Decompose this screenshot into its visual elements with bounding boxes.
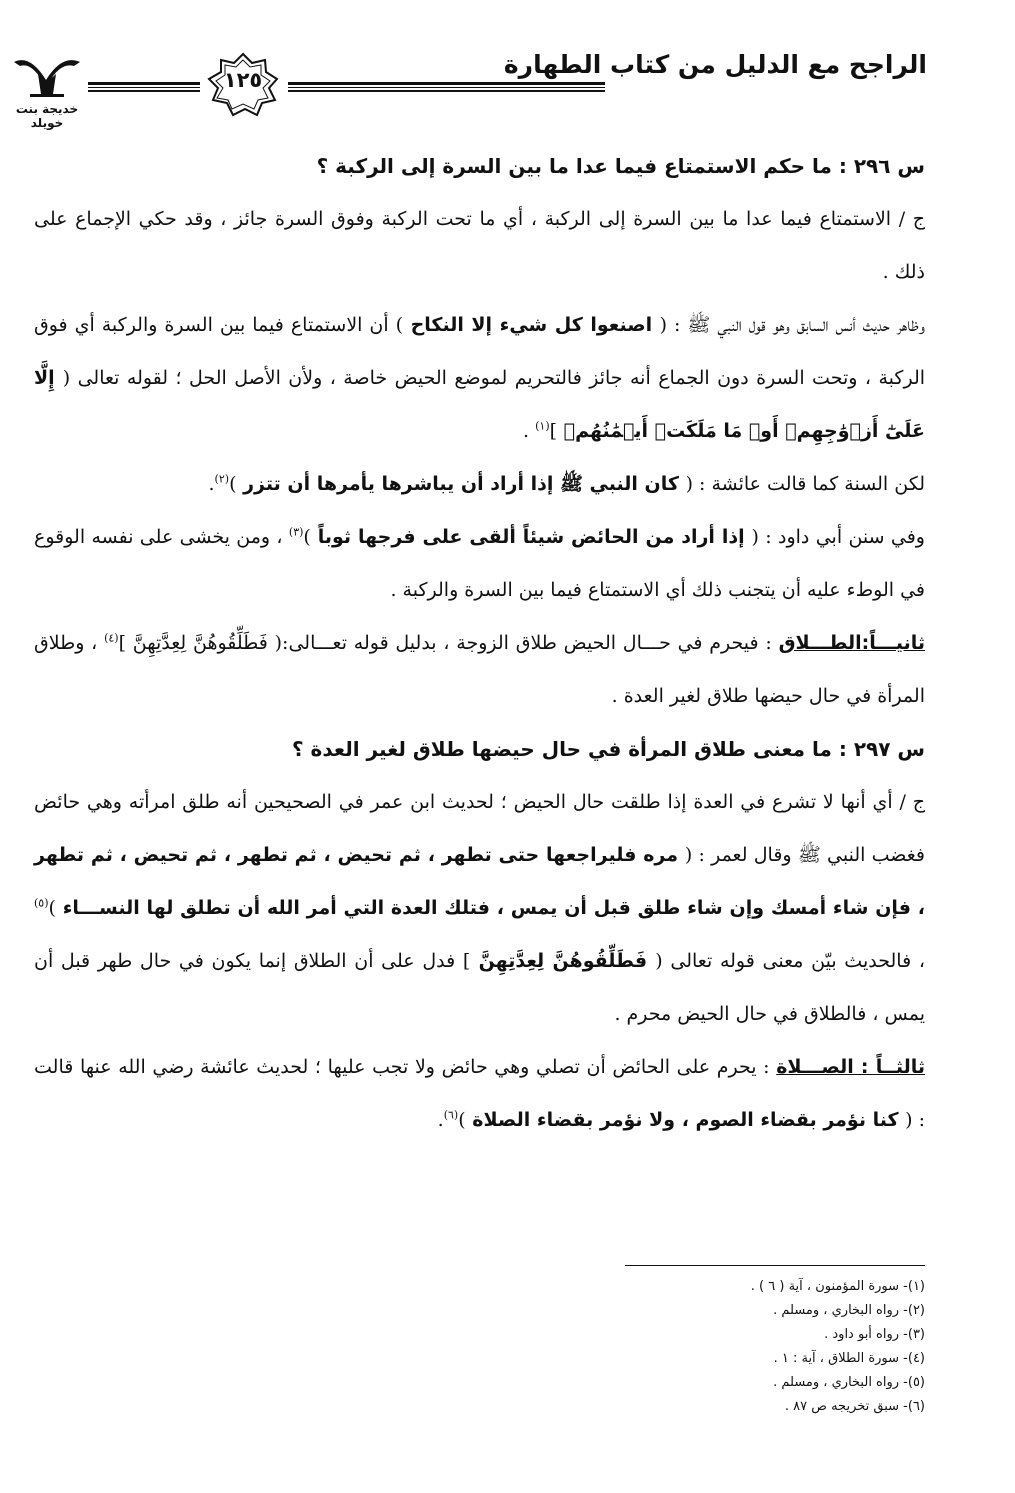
header-rule-right: [288, 82, 605, 92]
quran-quote: إِلَّا عَلَىٰٓ أَزۡوَٰجِهِمۡ أَوۡ مَا مَلَكَتۡ أَيۡمَٰنُهُمۡ: [34, 367, 925, 442]
open-book-logo-icon: [8, 50, 86, 102]
page-number-badge: [205, 52, 281, 118]
question-297: س ٢٩٧ : ما معنى طلاق المرأة في حال حيضها طلاق لغير العدة ؟: [291, 737, 925, 761]
footnote-item: (٢)- رواه البخاري ، ومسلم .: [773, 1303, 925, 1318]
quran-quote: فَطَلِّقُوهُنَّ لِعِدَّتِهِنَّ: [126, 632, 275, 654]
hadith-quote: إذا أراد من الحائض شيئاً ألقى على فرجها ثوباً: [310, 526, 752, 548]
hadith-quote: مره فليراجعها حتى تطهر ، ثم تحيض ، ثم تطهر ، ثم تحيض ، ثم تطهر ، فإن شاء أمسك وإن شاء طلق قبل أن يمس ، فتلك العدة التي أمر الله أن تطلق لها النســـاء: [34, 844, 925, 919]
section-label-divorce: ثانيـــاً:الطـــلاق: [778, 632, 925, 654]
answer-297: ج / أي أنها لا تشرع في العدة إذا طلقت حال الحيض ؛ لحديث ابن عمر في الصحيحين أنه طلق امرأته وهي حائض فغضب النبي ﷺ وقال لعمر : ( مره فليراجعها حتى تطهر ، ثم تحيض ، ثم تطهر ، ثم تحيض ، ثم تطهر ، فإن شاء أمسك وإن شاء طلق قبل أن يمس ، فتلك العدة التي أمر الله أن تطلق لها النســـاء )$^{(٥)}$ ، فالحديث بيّن معنى قوله تعالى ( فَطَلِّقُوهُنَّ لِعِدَّتِهِنَّ ] فدل على أن الطلاق إنما يكون في حال طهر قبل أن يمس ، فالطلاق في حال الحيض محرم .: [34, 791, 926, 1025]
page-header: [0, 22, 1015, 130]
footnote-item: (١)- سورة المؤمنون ، آية ( ٦ ) .: [750, 1279, 925, 1294]
logo-text: خديجة بنت خويلد: [15, 102, 79, 130]
footnotes: [525, 1275, 925, 1419]
book-title: الراجح مع الدليل من كتاب الطهارة: [503, 50, 927, 79]
footnote-ref-4: (٤): [104, 631, 119, 645]
quran-quote: فَطَلِّقُوهُنَّ لِعِدَّتِهِنَّ: [470, 950, 656, 972]
paragraph-divorce: ثانيـــاً:الطـــلاق : فيحرم في حـــال الحيض طلاق الزوجة ، بدليل قوله تعـــالى:( فَطَلِّقُوهُنَّ لِعِدَّتِهِنَّ ]$^{(٤)}$ ، وطلاق المرأة في حال حيضها طلاق لغير العدة .: [34, 631, 925, 707]
paragraph-anas-hadith: وظاهر حديث أنس السابق وهو قول النبي ﷺ : ( اصنعوا كل شيء إلا النكاح ) أن الاستمتاع فيما بين السرة والركبة أي فوق الركبة ، وتحت السرة دون الجماع أنه جائز فالتحريم لموضع الحيض خاصة ، ولأن الأصل الحل ؛ لقوله تعالى ( إِلَّا عَلَىٰٓ أَزۡوَٰجِهِمۡ أَوۡ مَا مَلَكَتۡ أَيۡمَٰنُهُمۡ ]$^{(١)}$ .: [34, 314, 926, 442]
footnote-item: (٣)- رواه أبو داود .: [824, 1327, 925, 1342]
footnote-ref-5: (٥): [34, 896, 49, 910]
paragraph-abu-dawud: وفي سنن أبي داود : ( إذا أراد من الحائض شيئاً ألقى على فرجها ثوباً )$^{(٣)}$ ، ومن يخشى على نفسه الوقوع في الوطء عليه أن يتجنب ذلك أي الاستمتاع فيما بين السرة والركبة .: [34, 525, 925, 601]
section-label-prayer: ثالثــاً : الصـــلاة: [776, 1056, 925, 1078]
paragraph-aisha-hadith: لكن السنة كما قالت عائشة : ( كان النبي ﷺ إذا أراد أن يباشرها يأمرها أن تتزر )$^{(٢)}$.: [208, 472, 925, 495]
footnote-ref-2: (٢): [214, 472, 230, 486]
footnote-ref-6: (٦): [443, 1108, 459, 1122]
footnote-ref-3: (٣): [288, 525, 304, 539]
paragraph-prayer: ثالثــاً : الصـــلاة : يحرم على الحائض أن تصلي وهي حائض ولا تجب عليها ؛ لحديث عائشة رضي الله عنها قالت : ( كنا نؤمر بقضاء الصوم ، ولا نؤمر بقضاء الصلاة )$^{(٦)}$.: [34, 1056, 925, 1131]
answer-296: ج / الاستمتاع فيما عدا ما بين السرة إلى الركبة ، أي ما تحت الركبة وفوق السرة جائز ، وقد حكي الإجماع على ذلك .: [34, 208, 925, 283]
footnote-separator: [625, 1265, 925, 1266]
hadith-quote: اصنعوا كل شيء إلا النكاح: [403, 314, 660, 336]
footnote-ref-1: (١): [535, 419, 550, 433]
header-rule-left: [88, 82, 200, 92]
hadith-quote: كنا نؤمر بقضاء الصوم ، ولا نؤمر بقضاء الصلاة: [465, 1109, 906, 1131]
main-text: [34, 140, 925, 1147]
publisher-logo: [8, 50, 86, 134]
question-296: س ٢٩٦ : ما حكم الاستمتاع فيما عدا ما بين السرة إلى الركبة ؟: [316, 154, 925, 178]
page-number: ١٢٥: [223, 68, 263, 92]
footnote-item: (٥)- رواه البخاري ، ومسلم .: [773, 1375, 925, 1390]
footnote-item: (٦)- سبق تخريجه ص ٨٧ .: [784, 1399, 925, 1414]
hadith-quote: كان النبي ﷺ إذا أراد أن يباشرها يأمرها أن تتزر: [236, 473, 686, 495]
footnote-item: (٤)- سورة الطلاق ، آية : ١ .: [773, 1351, 925, 1366]
